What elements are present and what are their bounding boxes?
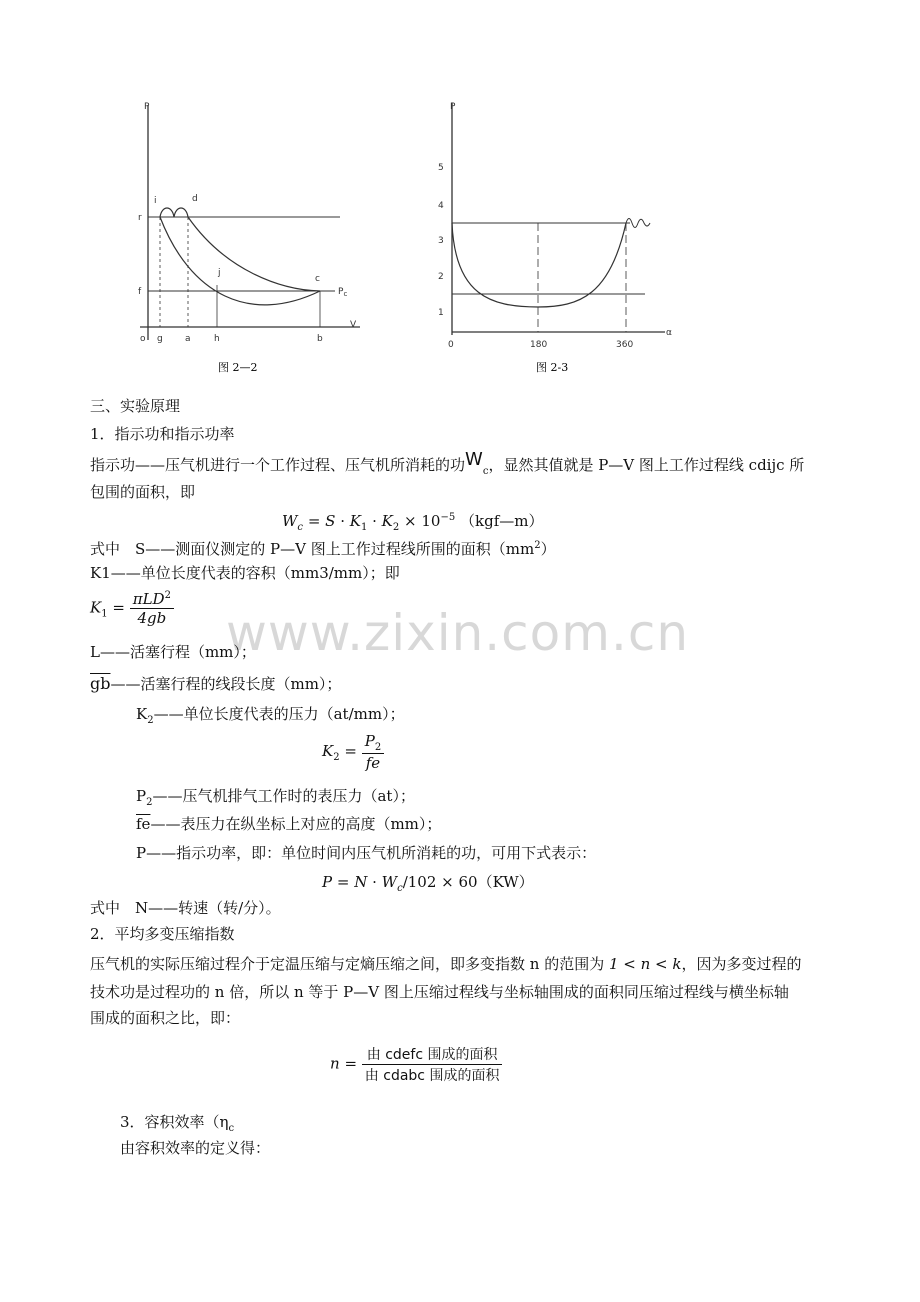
fig1-caption: 图 2—2	[218, 361, 258, 374]
watermark: www.zixin.com.cn	[226, 604, 690, 662]
subsection-title: 1．指示功和指示功率	[90, 425, 235, 443]
definition-line: $\overline{fe}——$表压力在纵坐标上对应的高度（mm）；	[136, 815, 442, 833]
fig1-label-c: c	[315, 274, 320, 284]
formula-k2: $K_2$ = $\frac{P_2}{fe}$	[322, 732, 384, 772]
formula-wc: $W_c = S \cdot K_1 \cdot K_2 \times 10^{-5}$ （kgf—m）	[282, 512, 544, 533]
fig2-caption: 图 2-3	[536, 361, 569, 374]
definition-line: $P_2——$压气机排气工作时的表压力（at）；	[136, 787, 415, 808]
definition-line: $K_2——$单位长度代表的压力（at/mm）；	[136, 705, 405, 726]
fig2-x-tick: 0	[448, 340, 454, 350]
fig2-x-tick: 180	[530, 340, 548, 350]
fig1-label-o: o	[140, 334, 146, 344]
fig1-label-g: g	[157, 334, 163, 344]
fig2-x-axis-label: α	[666, 328, 672, 338]
formula-k1: $K_1$ = $\frac{\pi LD^2}{4gb}$	[90, 590, 174, 627]
fig2-y-tick: 1	[438, 308, 444, 318]
subsection-title: 2．平均多变压缩指数	[90, 925, 235, 943]
paragraph-line: 由容积效率的定义得：	[120, 1139, 271, 1157]
fig1-y-axis-label: P	[144, 102, 150, 112]
pressure-angle-figure	[430, 95, 680, 380]
fig2-y-axis-label: P	[450, 102, 456, 112]
definition-line: L——活塞行程（mm）；	[90, 643, 256, 661]
paragraph-line: 指示功——压气机进行一个工作过程、压气机所消耗的功$W_c$，显然其值就是 P—V 图上工作过程线 cdijc 所	[90, 449, 805, 477]
fig1-label-j: j	[218, 268, 221, 278]
fig1-label-pc: $P_c$	[338, 287, 348, 298]
fig1-label-h: h	[214, 334, 220, 344]
definition-line: K1——单位长度代表的容积（mm3/mm）；即	[90, 564, 400, 582]
definition-line: $\overline{gb}——$活塞行程的线段长度（mm）；	[90, 674, 342, 693]
fig1-label-r: r	[138, 213, 142, 223]
fig1-x-axis-label: V	[350, 320, 357, 330]
paragraph-line: 包围的面积，即	[90, 483, 196, 501]
subsection-title: 3．容积效率（$\eta_c$	[120, 1113, 235, 1134]
fig2-y-tick: 4	[438, 201, 444, 211]
fig1-label-f: f	[138, 287, 142, 297]
definition-line: 式中 S——测面仪测定的 P—V 图上工作过程线所围的面积$(mm^2)$	[90, 540, 556, 558]
fig2-y-tick: 2	[438, 272, 444, 282]
fig1-label-i: i	[154, 196, 157, 206]
fig1-label-d: d	[192, 194, 198, 204]
paragraph-line: 技术功是过程功的 n 倍，所以 n 等于 P—V 图上压缩过程线与坐标轴围成的面积同压缩过程线与横坐标轴	[90, 983, 789, 1001]
section-title: 三、实验原理	[90, 397, 181, 415]
paragraph-line: 围成的面积之比，即：	[90, 1009, 241, 1027]
fig1-label-a: a	[185, 334, 191, 344]
definition-line: P——指示功率，即：单位时间内压气机所消耗的功，可用下式表示：	[136, 844, 597, 862]
fig2-y-tick: 3	[438, 236, 444, 246]
pv-diagram-figure	[130, 95, 370, 380]
fig1-label-b: b	[317, 334, 323, 344]
formula-n: n = $\frac{\text{由 cdefc 围成的面积}}{\text{由 cdabc 围成的面积}}$	[330, 1044, 502, 1085]
paragraph-line: 压气机的实际压缩过程介于定温压缩与定熵压缩之间，即多变指数 n 的范围为 1 < n < k，因为多变过程的	[90, 955, 802, 973]
fig2-x-tick: 360	[616, 340, 634, 350]
formula-p: $P = N \cdot W_c/102 \times 60(KW)$	[322, 873, 534, 894]
definition-line: 式中 N——转速（转/分）。	[90, 899, 281, 917]
fig2-y-tick: 5	[438, 163, 444, 173]
